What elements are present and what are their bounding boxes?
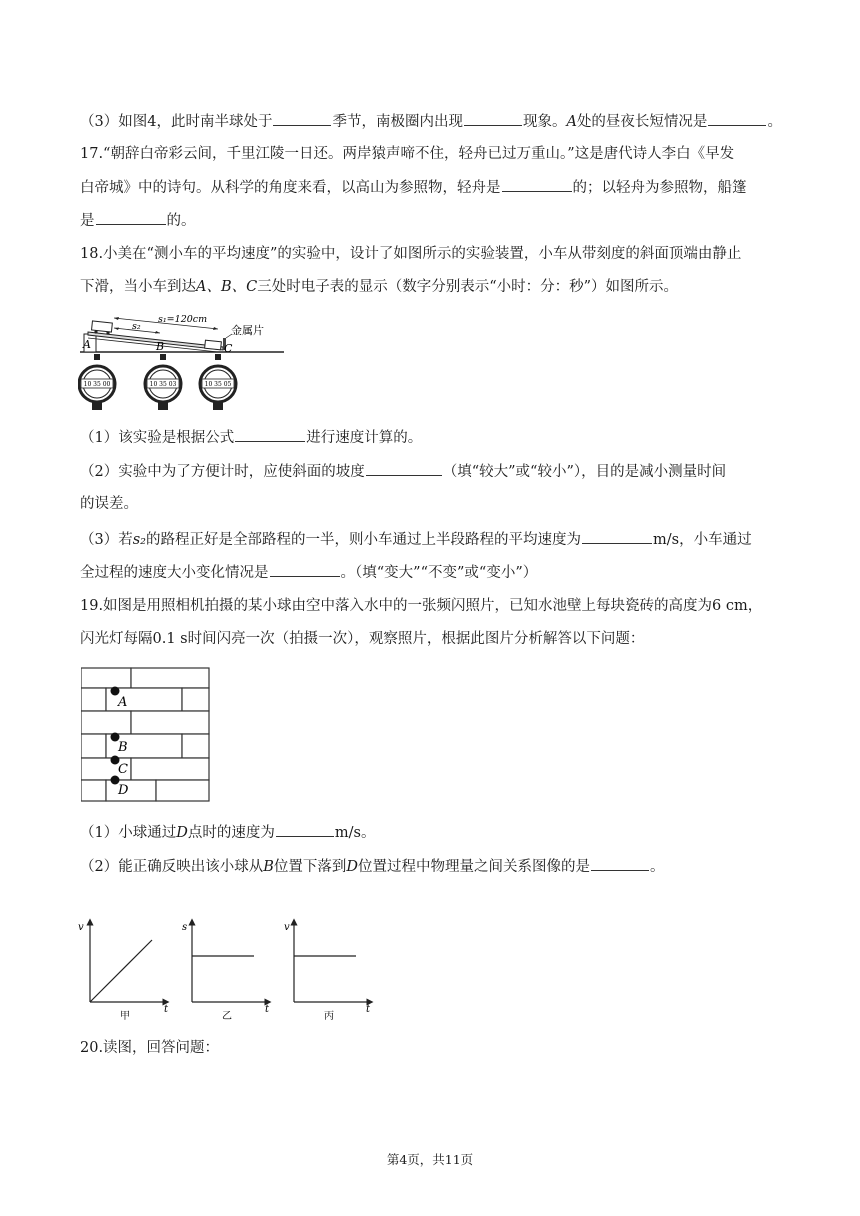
label-a: A bbox=[118, 695, 128, 710]
graph-yi-y-label: s bbox=[182, 922, 188, 933]
q16-part3: （3）如图4，此时南半球处于 季节，南极圈内出现 现象。A处的昼夜长短情况是 。 bbox=[80, 111, 782, 132]
clock-c bbox=[200, 354, 236, 410]
answer-blank[interactable] bbox=[366, 461, 442, 476]
cart-icon bbox=[92, 321, 113, 335]
q18-part3-cont: 全过程的速度大小变化情况是 。（填“变大”“不变”或“变小”） bbox=[80, 562, 537, 583]
q17-line3: 是 的。 bbox=[80, 210, 196, 231]
q18-part1: （1）该实验是根据公式 进行速度计算的。 bbox=[80, 427, 422, 448]
label-d: D bbox=[118, 783, 129, 798]
answer-blank[interactable] bbox=[273, 111, 331, 126]
answer-blank[interactable] bbox=[464, 111, 522, 126]
answer-blank[interactable] bbox=[270, 562, 340, 577]
graph-yi bbox=[182, 922, 270, 1022]
clock-b-display: 10 35 03 bbox=[149, 381, 177, 388]
incline-experiment-figure bbox=[78, 310, 290, 414]
graph-jia-x-label: t bbox=[164, 1004, 169, 1015]
q17-line2: 白帝城》中的诗句。从科学的角度来看，以高山为参照物，轻舟是 的；以轻舟为参照物，船篷 bbox=[80, 177, 747, 198]
point-c-label: C bbox=[224, 342, 233, 355]
answer-blank[interactable] bbox=[582, 529, 652, 544]
q19-line1: 19.如图是用照相机拍摄的某小球由空中落入水中的一张频闪照片，已知水池壁上每块瓷砖的高度为6 cm， bbox=[80, 598, 763, 614]
graph-jia bbox=[78, 922, 169, 1022]
s2-label: s₂ bbox=[132, 321, 141, 332]
motion-graphs bbox=[72, 912, 382, 1024]
label-b: B bbox=[118, 740, 128, 755]
q17-line1: 17.“朝辞白帝彩云间，千里江陵一日还。两岸猿声啼不住，轻舟已过万重山。”这是唐代诗人李白《早发 bbox=[80, 146, 735, 162]
answer-blank[interactable] bbox=[96, 210, 166, 225]
answer-blank[interactable] bbox=[591, 856, 649, 871]
q18-line1: 18.小美在“测小车的平均速度”的实验中，设计了如图所示的实验装置，小车从带刻度的斜面顶端由静止 bbox=[80, 246, 742, 262]
answer-blank[interactable] bbox=[235, 427, 305, 442]
q18-part2: （2）实验中为了方便计时，应使斜面的坡度 （填“较大”或“较小”），目的是减小测量时间 bbox=[80, 461, 726, 482]
q18-part2-cont: 的误差。 bbox=[80, 496, 138, 512]
q18-line2: 下滑，当小车到达A、B、C三处时电子表的显示（数字分别表示“小时：分：秒”）如图所示。 bbox=[80, 279, 679, 295]
graph-jia-caption: 甲 bbox=[120, 1011, 130, 1022]
page-footer: 第4页，共11页 bbox=[386, 1152, 474, 1167]
q19-part2: （2）能正确反映出该小球从B位置下落到D位置过程中物理量之间关系图像的是 。 bbox=[80, 856, 665, 877]
point-b-label: B bbox=[156, 340, 165, 353]
label-c: C bbox=[118, 762, 128, 777]
clock-a bbox=[79, 354, 115, 410]
answer-blank[interactable] bbox=[502, 177, 572, 192]
graph-bing-y-label: v bbox=[284, 922, 290, 933]
clock-a-display: 10 35 00 bbox=[83, 381, 111, 388]
q19-part1: （1）小球通过D点时的速度为 m/s。 bbox=[80, 822, 375, 843]
graph-yi-x-label: t bbox=[265, 1004, 270, 1015]
q20-line1: 20.读图，回答问题： bbox=[80, 1040, 220, 1056]
graph-bing-caption: 丙 bbox=[324, 1011, 334, 1022]
q18-part3: （3）若s₂的路程正好是全部路程的一半，则小车通过上半段路程的平均速度为 m/s，小车通过 bbox=[80, 529, 752, 550]
brick-wall-figure bbox=[78, 664, 214, 804]
graph-bing-x-label: t bbox=[366, 1004, 371, 1015]
graph-jia-line bbox=[90, 940, 152, 1002]
graph-jia-y-label: v bbox=[78, 922, 84, 933]
point-a-label: A bbox=[83, 338, 91, 351]
clock-c-display: 10 35 05 bbox=[204, 381, 232, 388]
s1-label: s₁=120cm bbox=[158, 314, 208, 325]
answer-blank[interactable] bbox=[276, 822, 334, 837]
clock-b bbox=[145, 354, 181, 410]
answer-blank[interactable] bbox=[708, 111, 766, 126]
metal-sheet-label: 金属片 bbox=[231, 324, 264, 337]
graph-bing bbox=[284, 922, 371, 1022]
graph-yi-caption: 乙 bbox=[222, 1011, 232, 1022]
q19-line2: 闪光灯每隔0.1 s时间闪亮一次（拍摄一次），观察照片，根据此图片分析解答以下问题： bbox=[80, 631, 645, 647]
